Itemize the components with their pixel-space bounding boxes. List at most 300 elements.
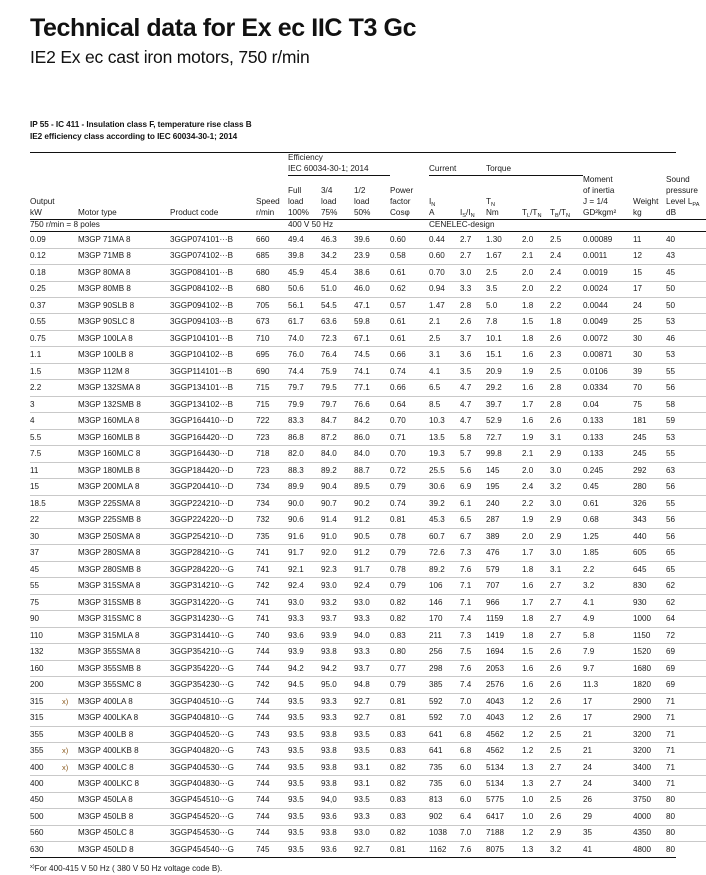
col-header-breakdown-torque-ratio: TB/TN	[550, 208, 571, 220]
cell-tl-tn: 1.8	[522, 330, 550, 346]
group-header-torque: Torque	[486, 163, 512, 173]
cell-is-in: 3.3	[460, 281, 486, 297]
cell-in: 0.60	[429, 248, 460, 264]
cell-speed: 742	[256, 578, 288, 594]
cell-weight: 4800	[633, 844, 652, 854]
cell-product-code: 3GGP204410···D	[170, 479, 256, 495]
cell-tn: 476	[486, 545, 522, 561]
cell-output: 30	[30, 528, 62, 544]
cell-motor-type: M3GP 250SMA 8	[78, 528, 170, 544]
cell-eff-34: 90.4	[321, 479, 354, 495]
table-row	[30, 413, 706, 429]
voltage-code-footnote-marker	[62, 644, 78, 660]
cell-tn: 389	[486, 528, 522, 544]
note-protection-class: IP 55 - IC 411 - Insulation class F, temperature rise class B	[30, 120, 252, 129]
voltage-code-footnote-marker	[62, 545, 78, 561]
cell-speed: 673	[256, 314, 288, 330]
cell-inertia: 4.1	[583, 594, 633, 610]
cell-tl-tn: 1.6	[522, 660, 550, 676]
cell-eff-full: 93.3	[288, 611, 321, 627]
cell-in: 6.5	[429, 380, 460, 396]
cell-tb-tn: 2.7	[550, 611, 583, 627]
cell-product-code: 3GGP404510···G	[170, 693, 256, 709]
cell-eff-34: 93.6	[321, 809, 354, 825]
cell-tb-tn: 2.6	[550, 677, 583, 693]
cell-tl-tn: 2.0	[522, 528, 550, 544]
cell-motor-type: M3GP 355SMB 8	[78, 660, 170, 676]
cell-product-code: 3GGP354220···G	[170, 660, 256, 676]
table-row	[30, 314, 706, 330]
cell-tb-tn: 2.9	[550, 528, 583, 544]
cell-product-code: 3GGP104102···B	[170, 347, 256, 363]
cell-speed: 718	[256, 446, 288, 462]
cell-speed: 660	[256, 232, 288, 248]
cell-tb-tn: 2.6	[550, 693, 583, 709]
cell-motor-type: M3GP 132SMA 8	[78, 380, 170, 396]
cell-eff-12: 90.5	[354, 528, 390, 544]
cell-in: 813	[429, 792, 460, 808]
cell-product-code: 3GGP254210···D	[170, 528, 256, 544]
cell-eff-full: 92.1	[288, 561, 321, 577]
cell-motor-type: M3GP 180MLB 8	[78, 462, 170, 478]
cell-weight: 4000	[633, 809, 666, 825]
cell-eff-34: 93.8	[321, 644, 354, 660]
cell-output: 7.5	[30, 446, 62, 462]
cell-eff-12: 91.2	[354, 545, 390, 561]
cell-cos: 0.82	[390, 611, 429, 627]
voltage-code-footnote-marker	[62, 528, 78, 544]
cell-eff-12: 92.7	[354, 710, 390, 726]
table-row	[30, 495, 706, 511]
cell-is-in: 6.0	[460, 759, 486, 775]
cell-product-code: 3GGP164420···D	[170, 429, 256, 445]
cell-inertia: 9.7	[583, 660, 633, 676]
table-row	[30, 396, 706, 412]
cell-product-code: 3GGP314230···G	[170, 611, 256, 627]
cell-inertia: 0.68	[583, 512, 633, 528]
cell-eff-full: 94.5	[288, 677, 321, 693]
cell-sound: 53	[666, 429, 706, 445]
cell-eff-34: 90.7	[321, 495, 354, 511]
cell-weight: 1150	[633, 627, 666, 643]
cell-cos: 0.83	[390, 726, 429, 742]
cell-eff-34: 93.8	[321, 759, 354, 775]
cell-in: 1162	[429, 844, 447, 854]
cell-is-in: 5.6	[460, 462, 486, 478]
cell-eff-full: 90.6	[288, 512, 321, 528]
section-voltage: 400 V 50 Hz	[288, 220, 334, 230]
cell-eff-12: 93.3	[354, 644, 390, 660]
voltage-code-footnote-marker	[62, 693, 78, 709]
cell-output: 4	[30, 413, 62, 429]
table-row	[30, 429, 706, 445]
cell-inertia: 5.8	[583, 627, 633, 643]
cell-product-code: 3GGP114101···B	[170, 363, 256, 379]
cell-weight: 930	[633, 594, 666, 610]
cell-in: 735	[429, 776, 460, 792]
cell-tb-tn: 2.6	[550, 413, 583, 429]
cell-eff-12: 84.0	[354, 446, 390, 462]
cell-in: 146	[429, 594, 460, 610]
cell-eff-full: 91.6	[288, 528, 321, 544]
cell-tb-tn: 2.5	[550, 232, 583, 248]
cell-output: 1.5	[30, 363, 62, 379]
cell-eff-full: 94.2	[288, 660, 321, 676]
cell-weight: 3200	[633, 743, 666, 759]
cell-is-in: 7.5	[460, 644, 486, 660]
cell-eff-34: 84.0	[321, 446, 354, 462]
cell-tb-tn: 2.8	[550, 380, 583, 396]
cell-sound: 71	[666, 743, 706, 759]
cell-tl-tn: 2.0	[522, 281, 550, 297]
cell-motor-type: M3GP 400LKC 8	[78, 776, 170, 792]
cell-eff-full: 74.0	[288, 330, 321, 346]
cell-weight: 30	[633, 347, 666, 363]
cell-in: 60.7	[429, 528, 460, 544]
cell-output: 0.75	[30, 330, 62, 346]
cell-tb-tn: 2.7	[550, 759, 583, 775]
cell-eff-12: 88.7	[354, 462, 390, 478]
voltage-code-footnote-marker	[62, 347, 78, 363]
cell-eff-full: 93.5	[288, 743, 321, 759]
cell-speed: 744	[256, 792, 288, 808]
cell-tl-tn: 1.2	[522, 743, 550, 759]
table-group-header-row	[30, 153, 706, 175]
technical-data-table	[30, 153, 706, 857]
cell-is-in: 3.5	[460, 363, 486, 379]
cell-product-code: 3GGP164430···D	[170, 446, 256, 462]
cell-eff-34: 54.5	[321, 298, 354, 314]
cell-product-code: 3GGP074102···B	[170, 248, 256, 264]
table-row	[30, 479, 706, 495]
table-row	[30, 446, 706, 462]
cell-weight: 2900	[633, 710, 666, 726]
cell-product-code: 3GGP404530···G	[170, 759, 256, 775]
cell-product-code: 3GGP224210···D	[170, 495, 256, 511]
cell-in: 25.5	[429, 462, 460, 478]
cell-is-in: 5.7	[460, 446, 486, 462]
cell-sound: 56	[666, 479, 706, 495]
cell-cos: 0.61	[390, 265, 429, 281]
cell-sound: 80	[666, 809, 706, 825]
cell-tn: 15.1	[486, 347, 522, 363]
cell-sound: 71	[666, 710, 706, 726]
cell-cos: 0.79	[390, 545, 429, 561]
cell-in: 4.1	[429, 363, 460, 379]
cell-inertia: 0.0044	[583, 298, 633, 314]
note-efficiency-class: IE2 efficiency class according to IEC 60034-30-1; 2014	[30, 132, 238, 142]
cell-tl-tn: 1.9	[522, 512, 550, 528]
col-header-product-code: Product code	[170, 208, 219, 218]
col-header-current-ratio: IS/IN	[460, 208, 475, 220]
cell-in: 2.5	[429, 330, 460, 346]
cell-cos: 0.78	[390, 561, 429, 577]
cell-eff-full: 93.6	[288, 627, 321, 643]
cell-tb-tn: 2.6	[550, 644, 583, 660]
cell-eff-12: 84.2	[354, 413, 390, 429]
cell-tl-tn: 1.9	[522, 429, 550, 445]
cell-in: 0.44	[429, 232, 460, 248]
cell-sound: 80	[666, 792, 706, 808]
cell-speed: 680	[256, 281, 288, 297]
table-row	[30, 512, 706, 528]
col-header-weight: Weight kg	[633, 197, 659, 218]
cell-tn: 1.30	[486, 232, 522, 248]
cell-eff-full: 50.6	[288, 281, 321, 297]
cell-inertia: 0.0334	[583, 380, 633, 396]
cell-cos: 0.83	[390, 792, 429, 808]
cell-output: 355	[30, 726, 62, 742]
cell-inertia: 4.9	[583, 611, 633, 627]
cell-sound: 80	[666, 844, 676, 854]
cell-in: 30.6	[429, 479, 460, 495]
cell-is-in: 6.9	[460, 479, 486, 495]
cell-in: 592	[429, 710, 460, 726]
cell-is-in: 7.6	[460, 844, 472, 854]
cell-speed: 715	[256, 380, 288, 396]
cell-tl-tn: 2.0	[522, 462, 550, 478]
cell-tb-tn: 2.7	[550, 776, 583, 792]
table-row	[30, 298, 706, 314]
cell-cos: 0.83	[390, 627, 429, 643]
cell-sound: 56	[666, 512, 706, 528]
cell-in: 0.70	[429, 265, 460, 281]
cell-product-code: 3GGP074101···B	[170, 232, 256, 248]
cell-inertia: 0.245	[583, 462, 633, 478]
cell-eff-full: 90.0	[288, 495, 321, 511]
cell-cos: 0.82	[390, 825, 429, 841]
cell-eff-34: 63.6	[321, 314, 354, 330]
cell-in: 106	[429, 578, 460, 594]
table-row	[30, 462, 706, 478]
cell-eff-12: 39.6	[354, 232, 390, 248]
voltage-code-footnote-marker	[62, 776, 78, 792]
cell-product-code: 3GGP314410···G	[170, 627, 256, 643]
cell-speed: 740	[256, 627, 288, 643]
cell-product-code: 3GGP084102···B	[170, 281, 256, 297]
table-row	[30, 232, 706, 248]
cell-speed: 735	[256, 528, 288, 544]
col-header-half-load: 1/2 load 50%	[354, 186, 371, 218]
cell-cos: 0.72	[390, 462, 429, 478]
cell-weight: 70	[633, 380, 666, 396]
cell-tn: 5.0	[486, 298, 522, 314]
cell-motor-type: M3GP 450LB 8	[78, 809, 170, 825]
cell-inertia: 0.04	[583, 396, 633, 412]
cell-is-in: 2.6	[460, 314, 486, 330]
cell-is-in: 2.7	[460, 248, 486, 264]
cell-is-in: 6.5	[460, 512, 486, 528]
cell-eff-12: 74.1	[354, 363, 390, 379]
cell-weight: 245	[633, 446, 666, 462]
voltage-code-footnote-marker	[62, 841, 78, 857]
cell-eff-12: 86.0	[354, 429, 390, 445]
cell-eff-34: 51.0	[321, 281, 354, 297]
cell-motor-type: M3GP 400LC 8	[78, 759, 170, 775]
cell-tb-tn: 3.1	[550, 429, 583, 445]
cell-inertia: 0.45	[583, 479, 633, 495]
cell-output: 110	[30, 627, 62, 643]
cell-sound: 58	[666, 396, 706, 412]
cell-is-in: 7.4	[460, 677, 486, 693]
table-row	[30, 594, 706, 610]
cell-is-in: 7.1	[460, 578, 486, 594]
cell-eff-12: 93.5	[354, 792, 390, 808]
cell-sound: 69	[666, 644, 706, 660]
cell-eff-12: 67.1	[354, 330, 390, 346]
cell-eff-full: 45.9	[288, 265, 321, 281]
cell-in: 2.1	[429, 314, 460, 330]
cell-output: 315	[30, 693, 62, 709]
cell-speed: 723	[256, 462, 288, 478]
table-row	[30, 677, 706, 693]
voltage-code-footnote-marker	[62, 743, 78, 759]
cell-eff-12: 92.7	[354, 844, 370, 854]
table-row	[30, 578, 706, 594]
cell-eff-34: 79.7	[321, 396, 354, 412]
voltage-code-footnote-marker	[62, 561, 78, 577]
cell-sound: 62	[666, 578, 706, 594]
cell-output: 400	[30, 759, 62, 775]
voltage-code-footnote-marker	[62, 677, 78, 693]
cell-inertia: 0.0106	[583, 363, 633, 379]
cell-cos: 0.70	[390, 413, 429, 429]
cell-is-in: 3.7	[460, 330, 486, 346]
cell-output: 75	[30, 594, 62, 610]
cell-eff-full: 82.0	[288, 446, 321, 462]
cell-eff-34: 93.8	[321, 743, 354, 759]
voltage-code-footnote-marker	[62, 759, 78, 775]
cell-tb-tn: 2.5	[550, 726, 583, 742]
cell-speed: 695	[256, 347, 288, 363]
cell-cos: 0.74	[390, 363, 429, 379]
cell-speed: 742	[256, 677, 288, 693]
cell-output: 0.37	[30, 298, 62, 314]
cell-eff-full: 79.9	[288, 396, 321, 412]
cell-eff-full: 61.7	[288, 314, 321, 330]
cell-inertia: 7.9	[583, 644, 633, 660]
cell-eff-34: 34.2	[321, 248, 354, 264]
group-header-efficiency-standard: IEC 60034-30-1; 2014	[288, 163, 369, 173]
cell-cos: 0.66	[390, 380, 429, 396]
voltage-code-footnote-marker	[62, 792, 78, 808]
voltage-code-footnote-marker	[62, 627, 78, 643]
cell-product-code: 3GGP314210···G	[170, 578, 256, 594]
cell-weight: 181	[633, 413, 666, 429]
table-row	[30, 776, 706, 792]
cell-eff-12: 94.0	[354, 627, 390, 643]
cell-speed: 741	[256, 561, 288, 577]
col-header-rated-current: IN A	[429, 197, 436, 218]
cell-eff-12: 38.6	[354, 265, 390, 281]
section-design: CENELEC-design	[429, 220, 495, 230]
cell-motor-type: M3GP 225SMA 8	[78, 495, 170, 511]
cell-in: 19.3	[429, 446, 460, 462]
cell-output: 45	[30, 561, 62, 577]
cell-eff-full: 93.0	[288, 594, 321, 610]
cell-tn: 4043	[486, 710, 522, 726]
col-header-motor-type: Motor type	[78, 208, 117, 218]
col-header-output-line2: kW	[30, 208, 42, 218]
cell-speed: 715	[256, 396, 288, 412]
cell-weight: 3200	[633, 726, 666, 742]
cell-eff-34: 76.4	[321, 347, 354, 363]
cell-tn: 20.9	[486, 363, 522, 379]
cell-output: 160	[30, 660, 62, 676]
cell-eff-full: 92.4	[288, 578, 321, 594]
cell-speed: 741	[256, 545, 288, 561]
cell-sound: 80	[666, 825, 706, 841]
cell-in: 1038	[429, 825, 460, 841]
cell-eff-full: 89.9	[288, 479, 321, 495]
cell-inertia: 26	[583, 792, 633, 808]
cell-product-code: 3GGP094102···B	[170, 298, 256, 314]
cell-in: 735	[429, 759, 460, 775]
cell-cos: 0.58	[390, 248, 429, 264]
cell-product-code: 3GGP134102···B	[170, 396, 256, 412]
cell-weight: 343	[633, 512, 666, 528]
cell-tn: 99.8	[486, 446, 522, 462]
cell-inertia: 11.3	[583, 677, 633, 693]
cell-speed: 744	[256, 710, 288, 726]
cell-tl-tn: 2.1	[522, 446, 550, 462]
cell-eff-full: 88.3	[288, 462, 321, 478]
cell-inertia: 1.25	[583, 528, 633, 544]
table-row	[30, 726, 706, 742]
cell-in: 72.6	[429, 545, 460, 561]
cell-output: 22	[30, 512, 62, 528]
cell-motor-type: M3GP 71MA 8	[78, 232, 170, 248]
cell-is-in: 4.7	[460, 380, 486, 396]
table-row	[30, 611, 706, 627]
cell-tb-tn: 3.2	[550, 844, 562, 854]
table-row	[30, 528, 706, 544]
cell-eff-12: 46.0	[354, 281, 390, 297]
cell-product-code: 3GGP224220···D	[170, 512, 256, 528]
cell-tb-tn: 3.0	[550, 495, 583, 511]
cell-is-in: 3.0	[460, 265, 486, 281]
cell-product-code: 3GGP454520···G	[170, 809, 256, 825]
cell-tl-tn: 1.9	[522, 363, 550, 379]
specification-notes	[30, 119, 252, 143]
cell-speed: 705	[256, 298, 288, 314]
cell-in: 13.5	[429, 429, 460, 445]
cell-inertia: 17	[583, 710, 633, 726]
asterisk-icon: x)	[62, 746, 69, 756]
cell-speed: 744	[256, 825, 288, 841]
cell-output: 200	[30, 677, 62, 693]
cell-inertia: 0.0049	[583, 314, 633, 330]
voltage-code-footnote-marker	[62, 726, 78, 742]
cell-speed: 710	[256, 330, 288, 346]
cell-eff-full: 93.5	[288, 792, 321, 808]
voltage-code-footnote-marker	[62, 495, 78, 511]
cell-tn: 145	[486, 462, 522, 478]
cell-weight: 12	[633, 248, 666, 264]
cell-output: 0.12	[30, 248, 62, 264]
cell-in: 641	[429, 726, 460, 742]
cell-tl-tn: 1.6	[522, 578, 550, 594]
cell-tn: 2053	[486, 660, 522, 676]
cell-motor-type: M3GP 280SMA 8	[78, 545, 170, 561]
cell-is-in: 6.4	[460, 809, 486, 825]
cell-eff-12: 74.5	[354, 347, 390, 363]
cell-speed: 744	[256, 660, 288, 676]
cell-tn: 29.2	[486, 380, 522, 396]
cell-tb-tn: 2.7	[550, 627, 583, 643]
cell-output: 1.1	[30, 347, 62, 363]
cell-tl-tn: 1.7	[522, 396, 550, 412]
